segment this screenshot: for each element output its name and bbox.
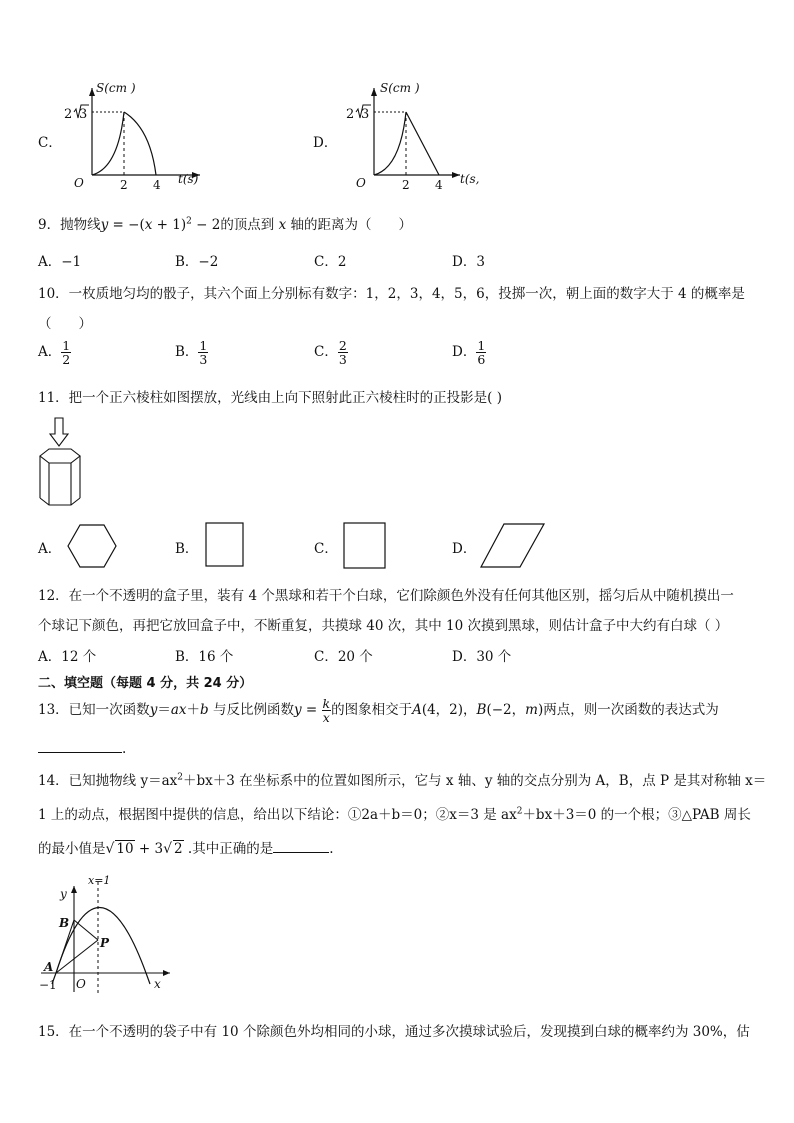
c-x-axis-label: t(s): [178, 172, 199, 186]
q14-point-b: B: [59, 916, 70, 930]
q14-parabola-graph: [36, 872, 176, 997]
q9-number: 9．: [38, 217, 61, 233]
q9-eq-y: y: [100, 217, 109, 233]
q11-option-d-parallelogram: [480, 523, 546, 569]
graph-d: [342, 78, 492, 193]
q13-answer-line[interactable]: .: [38, 738, 126, 757]
question-13: 13．已知一次函数y＝ax＋b 与反比例函数y = $\frac{k}{x}$ 的图象相交于A(4，2)，B(−2，m)两点，则一次函数的表达式为: [38, 696, 719, 725]
q10-option-b: B． $\frac{1}{3}$: [175, 338, 208, 367]
c-origin: O: [74, 176, 84, 190]
q14-point-a: A: [44, 960, 54, 974]
q9-text-mid: 的顶点到: [220, 217, 275, 233]
c-y-rad: 3: [79, 107, 88, 122]
q14-axis-label: x=1: [88, 874, 111, 887]
q9-eq-x: x: [144, 217, 153, 233]
section-heading-fill-blank: 二、填空题（每题 4 分，共 24 分）: [38, 676, 253, 691]
d-y-axis-label: S(cm ): [380, 81, 420, 95]
d-y-coef: 2: [346, 107, 355, 122]
c-tick-2: 2: [120, 178, 128, 192]
q14-line3: 的最小值是√ 10 + 3√ 2 .其中正确的是 .: [38, 841, 334, 857]
q9-text-pre: 抛物线: [60, 217, 101, 233]
d-origin: O: [356, 176, 366, 190]
option-d-label: D．: [313, 135, 338, 151]
q12-option-a: A．12 个: [38, 649, 97, 665]
q10-option-a: A． $\frac{1}{2}$: [38, 338, 71, 367]
q9-eq-b: = −(: [108, 217, 145, 233]
q14-point-p: P: [100, 936, 110, 950]
q12-line1: 12．在一个不透明的盒子里，装有 4 个黑球和若干个白球，它们除颜色外没有任何其他区别，摇匀后从中随机摸出一: [38, 588, 734, 604]
q11-option-d-label: D．: [452, 541, 477, 557]
q12-line2: 个球记下颜色，再把它放回盒子中，不断重复，共摸球 40 次，其中 10 次摸到黑球，则估计盒子中大约有白球（ ）: [38, 618, 729, 634]
q11-option-a-hexagon: [66, 523, 118, 569]
q9-eq-e: − 2: [191, 217, 221, 233]
q9-var: x: [278, 217, 287, 233]
option-c-label: C．: [38, 135, 62, 151]
q11-text: 11．把一个正六棱柱如图摆放，光线由上向下照射此正六棱柱时的正投影是( ): [38, 390, 503, 406]
q11-option-c-square: [343, 522, 387, 570]
q14-line2: 1 上的动点，根据图中提供的信息，给出以下结论：①2a＋b＝0；②x＝3 是 $ax^2+bx+3=0$ 的一个根；③△PAB 周长: [38, 806, 751, 823]
q14-origin: O: [76, 977, 86, 991]
q12-option-c: C．20 个: [314, 649, 373, 665]
q12-option-d: D．30 个: [452, 649, 512, 665]
q14-minus-one: −1: [39, 978, 57, 992]
c-tick-4: 4: [153, 178, 161, 192]
q9-option-b: B．−2: [175, 254, 219, 270]
q9-option-d: D．3: [452, 254, 485, 270]
q9-eq-exp: 2: [186, 216, 192, 227]
c-y-axis-label: S(cm ): [96, 81, 136, 95]
q14-answer-blank[interactable]: [273, 840, 329, 853]
d-y-rad: 3: [361, 107, 370, 122]
q10-line2: （ ）: [38, 316, 92, 332]
q9-text-post: 轴的距离为（ ）: [290, 217, 413, 233]
q11-option-c-label: C．: [314, 541, 338, 557]
graph-c: [60, 78, 210, 193]
q14-x-label: x: [154, 977, 161, 991]
q10-option-d: D． $\frac{1}{6}$: [452, 338, 486, 367]
q9-eq-d: + 1): [152, 217, 187, 233]
q11-option-b-label: B．: [175, 541, 199, 557]
question-9: [38, 213, 412, 233]
q14-y-label: y: [60, 887, 67, 901]
q9-option-a: A．−1: [38, 254, 82, 270]
q11-option-a-label: A．: [38, 541, 62, 557]
q10-line1: 10．一枚质地匀均的骰子，其六个面上分别标有数字：1，2，3，4，5，6，投掷一次，朝上面的数字大于 4 的概率是: [38, 286, 745, 302]
d-tick-4: 4: [435, 178, 443, 192]
q12-option-b: B．16 个: [175, 649, 234, 665]
hexagonal-prism-figure: [34, 416, 84, 512]
q9-option-c: C．2: [314, 254, 347, 270]
q15-text: 15．在一个不透明的袋子中有 10 个除颜色外均相同的小球，通过多次摸球试验后，发现摸到白球的概率约为 30%，估: [38, 1024, 750, 1040]
d-x-axis-label: t(s,: [460, 172, 480, 186]
c-y-coef: 2: [64, 107, 73, 122]
q14-line1: 14．已知抛物线 $y=ax^2+bx+3$ 在坐标系中的位置如图所示，它与 x 轴、y 轴的交点分别为 A，B，点 P 是其对称轴 x＝: [38, 772, 767, 789]
d-tick-2: 2: [402, 178, 410, 192]
q10-option-c: C． $\frac{2}{3}$: [314, 338, 347, 367]
q11-option-b-rectangle: [205, 522, 245, 568]
